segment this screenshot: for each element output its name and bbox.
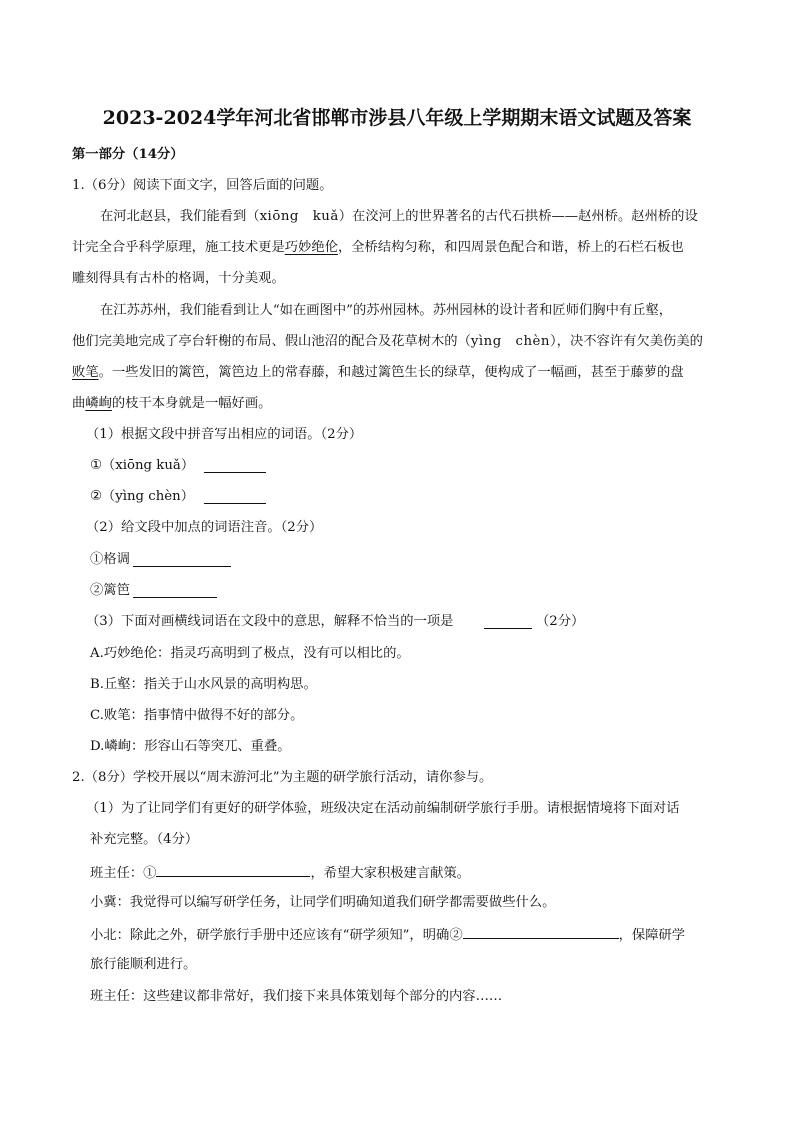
q1-p2-l4a: 曲 bbox=[72, 396, 86, 411]
underlined-word-linxun: 嶙峋 bbox=[85, 396, 112, 411]
q1-sub1-a bbox=[90, 456, 194, 476]
q1-sub2-stem: （2）给文段中加点的词语注音。（2分） bbox=[86, 520, 323, 535]
q1-p2-l2a: 他们完美地完成了亭台轩榭的布局、假山池沼的配合及花草树木的（ bbox=[72, 334, 471, 349]
q1-p1-line3: 雕刻得具有古朴的格调，十分美观。 bbox=[72, 271, 285, 286]
q1-p1-l2b: ，全桥结构匀称，和四周景色配合和谐，桥上的石栏石板也 bbox=[337, 240, 684, 255]
underlined-word-qiaomiao: 巧妙绝伦 bbox=[284, 240, 338, 255]
q1-p2-l4b: 的枝干本身就是一幅好画。 bbox=[111, 396, 272, 411]
q1-p2-l3b: 。一些发旧的篱笆，篱笆边上的常春藤，和越过篱笆生长的绿草，便构成了一幅画，甚至于藤萝的盘 bbox=[98, 365, 684, 380]
option-a: A.巧妙绝伦：指灵巧高明到了极点，没有可以相比的。 bbox=[90, 646, 410, 661]
q1-p2-line2 bbox=[72, 332, 703, 352]
answer-blank-1b[interactable] bbox=[204, 489, 266, 504]
part1-heading: 第一部分（14分） bbox=[72, 147, 184, 162]
dialog-xiaobei-cont: 旅行能顺利进行。 bbox=[90, 957, 197, 972]
q1-stem: 1.（6分）阅读下面文字，回答后面的问题。 bbox=[72, 178, 333, 193]
q1-p2-line1: 在江苏苏州，我们能看到让人“如在画图中”的苏州园林。苏州园林的设计者和匠师们胸中有丘壑， bbox=[100, 303, 673, 318]
q1-sub1-b-label: ②（yìng chèn） bbox=[90, 489, 195, 504]
q1-sub1-a-label: ①（xiōng kuǎ） bbox=[90, 458, 195, 473]
q1-p1-line1 bbox=[100, 207, 698, 227]
option-b: B.丘壑：指关于山水风景的高明构思。 bbox=[90, 677, 317, 692]
answer-blank-dialog-2[interactable] bbox=[463, 924, 619, 939]
answer-blank-2b[interactable] bbox=[133, 583, 217, 598]
q1-sub3-stem: （3）下面对画横线词语在文段中的意思，解释不恰当的一项是 bbox=[86, 614, 454, 629]
q2-sub1-line1: （1）为了让同学们有更好的研学体验，班级决定在活动前编制研学旅行手册。请根据情境将下面对话 bbox=[86, 801, 680, 816]
q1-p1-line2 bbox=[72, 238, 684, 258]
dialog-xiaobei-b: ，保障研学 bbox=[618, 928, 686, 943]
answer-blank-2a[interactable] bbox=[133, 552, 231, 567]
q2-sub1-line2: 补充完整。（4分） bbox=[90, 832, 199, 847]
answer-blank-1a[interactable] bbox=[204, 458, 266, 473]
q1-sub2-b: ②篱笆 bbox=[90, 583, 130, 598]
page-title: 2023-2024学年河北省邯郸市涉县八年级上学期期末语文试题及答案 bbox=[102, 107, 692, 129]
dialog-xiaoji: 小冀：我觉得可以编写研学任务，让同学们明确知道我们研学都需要做些什么。 bbox=[90, 895, 556, 910]
dialog-teacher-1a: 班主任：① bbox=[90, 866, 157, 881]
q1-p2-line3 bbox=[72, 363, 684, 383]
dialog-xiaobei-a: 小北：除此之外，研学旅行手册中还应该有“研学须知”，明确② bbox=[90, 928, 463, 943]
q1-p2-line4 bbox=[72, 394, 271, 414]
q1-p2-l2b: ），决不容许有欠美伤美的 bbox=[550, 334, 703, 349]
dialog-xiaobei bbox=[90, 924, 685, 946]
q1-sub3-score: （2分） bbox=[536, 614, 585, 629]
dialog-teacher-1b: ，希望大家积极建言献策。 bbox=[310, 866, 471, 881]
q2-stem: 2.（8分）学校开展以“周末游河北”为主题的研学旅行活动，请你参与。 bbox=[72, 770, 493, 785]
option-c: C.败笔：指事情中做得不好的部分。 bbox=[90, 708, 304, 723]
q1-p2-pinyin: yìng chèn bbox=[470, 334, 550, 349]
underlined-word-baibi: 败笔 bbox=[72, 365, 99, 380]
option-d: D.嶙峋：形容山石等突兀、重叠。 bbox=[90, 739, 291, 754]
q1-p1-pinyin: xiōng kuǎ bbox=[259, 209, 339, 224]
answer-blank-3[interactable] bbox=[484, 614, 532, 629]
dialog-teacher-1 bbox=[90, 862, 470, 884]
q1-p1-l2a: 计完全合乎科学原理，施工技术更是 bbox=[72, 240, 285, 255]
q1-p1-l1a: 在河北赵县，我们能看到（ bbox=[100, 209, 260, 224]
q1-sub1-b bbox=[90, 487, 194, 507]
q1-sub1-stem: （1）根据文段中拼音写出相应的词语。（2分） bbox=[86, 427, 363, 442]
q1-sub2-a: ①格调 bbox=[90, 552, 130, 567]
q1-p1-l1b: ）在洨河上的世界著名的古代石拱桥——赵州桥。赵州桥的设 bbox=[338, 209, 698, 224]
dialog-teacher-2: 班主任：这些建议都非常好，我们接下来具体策划每个部分的内容…… bbox=[90, 989, 503, 1004]
answer-blank-dialog-1[interactable] bbox=[156, 862, 310, 877]
